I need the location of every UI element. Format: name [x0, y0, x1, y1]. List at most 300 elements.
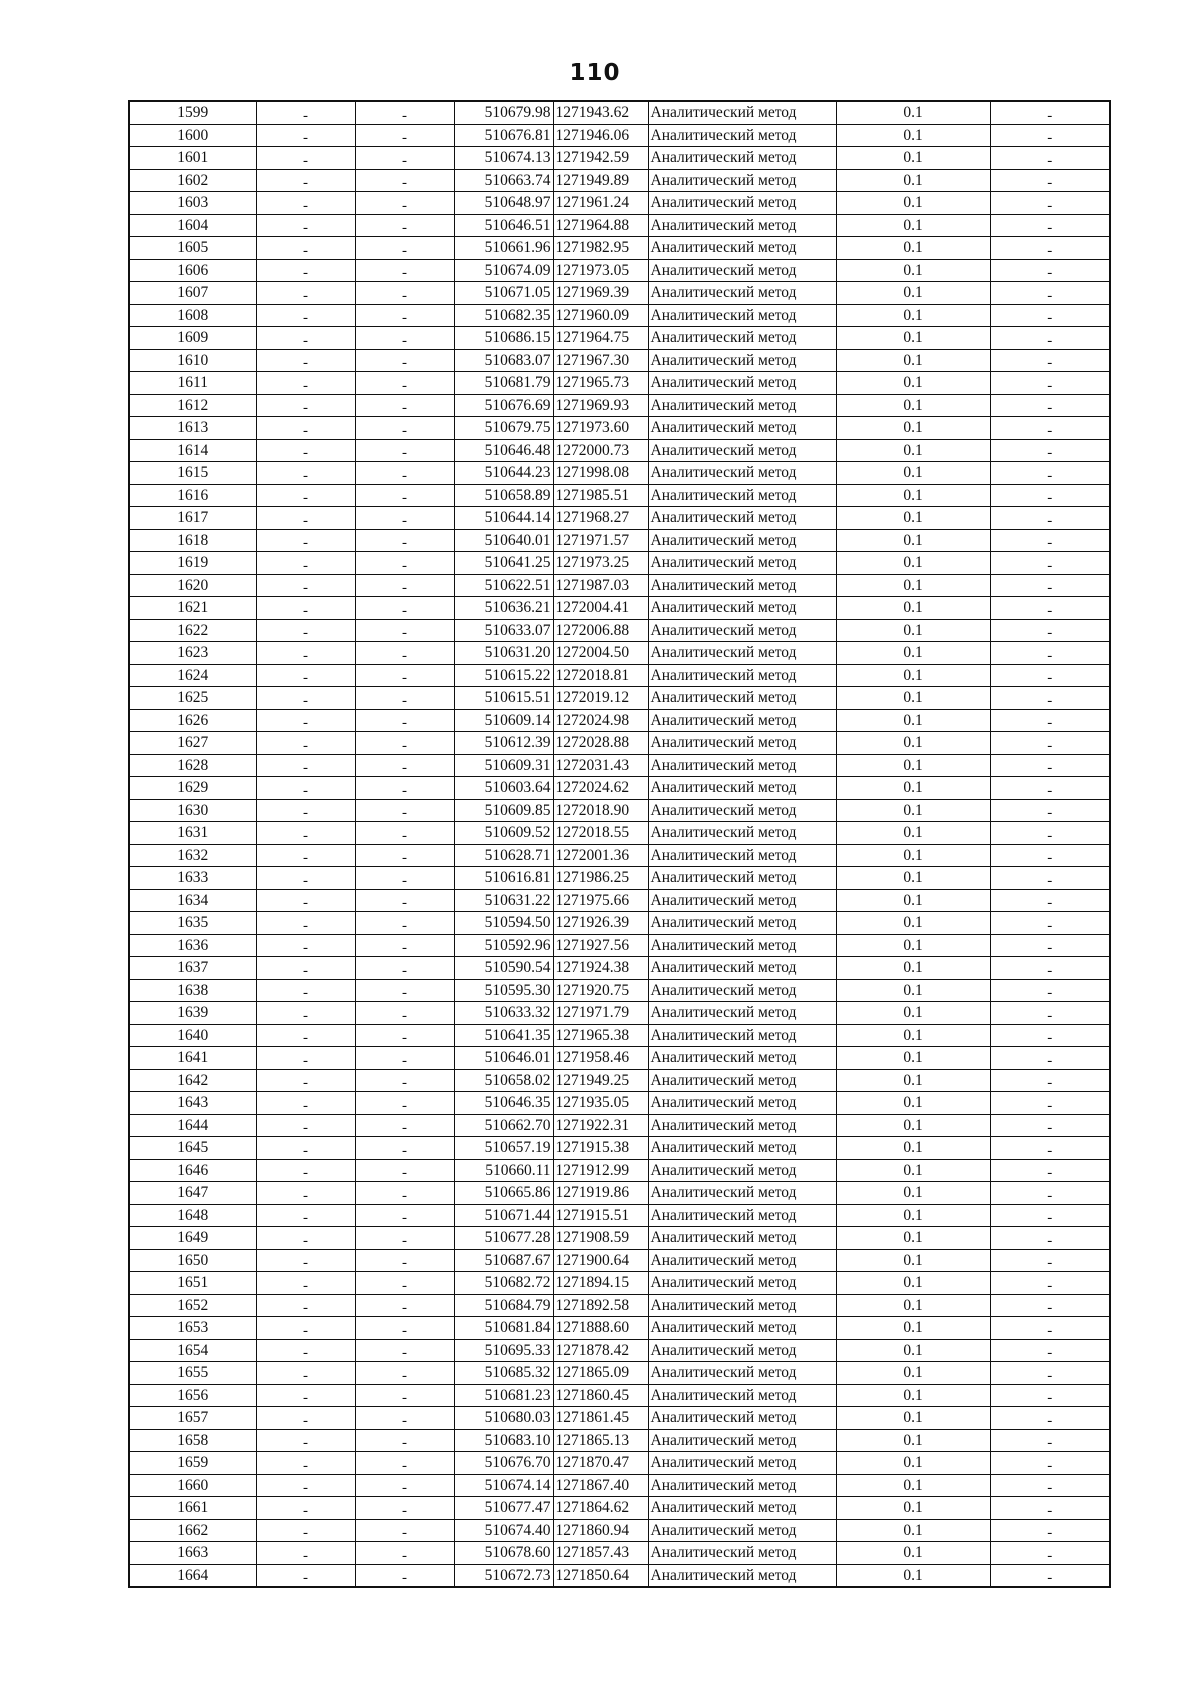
- empty-dash-cell: [256, 1249, 355, 1272]
- dash-mark: -: [303, 692, 308, 709]
- dash-mark: -: [303, 400, 308, 417]
- empty-dash-cell: [990, 934, 1110, 957]
- empty-dash-cell: [990, 754, 1110, 777]
- method-cell: Аналитический метод: [648, 1272, 836, 1295]
- method-cell: Аналитический метод: [648, 1317, 836, 1340]
- point-number-cell: 1611: [129, 372, 256, 395]
- empty-dash-cell: [256, 1429, 355, 1452]
- method-cell: Аналитический метод: [648, 1339, 836, 1362]
- point-number-cell: 1640: [129, 1024, 256, 1047]
- empty-dash-cell: [256, 777, 355, 800]
- method-cell: Аналитический метод: [648, 214, 836, 237]
- empty-dash-cell: [990, 192, 1110, 215]
- dash-mark: -: [303, 872, 308, 889]
- empty-dash-cell: [990, 687, 1110, 710]
- y-coordinate-cell: 1271975.66: [553, 889, 648, 912]
- dash-mark: -: [303, 467, 308, 484]
- method-cell: Аналитический метод: [648, 1002, 836, 1025]
- empty-dash-cell: [990, 1452, 1110, 1475]
- empty-dash-cell: [355, 169, 454, 192]
- empty-dash-cell: [990, 1542, 1110, 1565]
- empty-dash-cell: [355, 124, 454, 147]
- point-number-cell: 1648: [129, 1204, 256, 1227]
- dash-mark: -: [303, 445, 308, 462]
- x-coordinate-cell: 510681.23: [454, 1384, 553, 1407]
- x-coordinate-cell: 510658.89: [454, 484, 553, 507]
- y-coordinate-cell: 1271864.62: [553, 1497, 648, 1520]
- dash-mark: -: [1047, 535, 1053, 552]
- empty-dash-cell: [256, 101, 355, 124]
- point-number-cell: 1605: [129, 237, 256, 260]
- method-cell: Аналитический метод: [648, 1137, 836, 1160]
- table-row: [129, 1182, 1110, 1205]
- x-coordinate-cell: 510633.32: [454, 1002, 553, 1025]
- accuracy-cell: 0.1: [836, 484, 990, 507]
- dash-mark: -: [303, 1007, 308, 1024]
- accuracy-cell: 0.1: [836, 957, 990, 980]
- table-row: [129, 507, 1110, 530]
- point-number-cell: 1655: [129, 1362, 256, 1385]
- empty-dash-cell: [355, 754, 454, 777]
- empty-dash-cell: [256, 439, 355, 462]
- empty-dash-cell: [355, 934, 454, 957]
- empty-dash-cell: [355, 1092, 454, 1115]
- table-row: [129, 552, 1110, 575]
- empty-dash-cell: [990, 1114, 1110, 1137]
- accuracy-cell: 0.1: [836, 1159, 990, 1182]
- y-coordinate-cell: 1272031.43: [553, 754, 648, 777]
- empty-dash-cell: [990, 147, 1110, 170]
- empty-dash-cell: [355, 619, 454, 642]
- accuracy-cell: 0.1: [836, 574, 990, 597]
- method-cell: Аналитический метод: [648, 484, 836, 507]
- dash-mark: -: [303, 1390, 308, 1407]
- empty-dash-cell: [355, 462, 454, 485]
- x-coordinate-cell: 510671.05: [454, 282, 553, 305]
- y-coordinate-cell: 1271998.08: [553, 462, 648, 485]
- dash-mark: -: [1047, 557, 1053, 574]
- point-number-cell: 1617: [129, 507, 256, 530]
- point-number-cell: 1606: [129, 259, 256, 282]
- dash-mark: -: [402, 1052, 407, 1069]
- empty-dash-cell: [990, 957, 1110, 980]
- accuracy-cell: 0.1: [836, 1384, 990, 1407]
- dash-mark: -: [1047, 827, 1053, 844]
- dash-mark: -: [1047, 220, 1053, 237]
- empty-dash-cell: [256, 529, 355, 552]
- dash-mark: -: [1047, 1300, 1053, 1317]
- accuracy-cell: 0.1: [836, 732, 990, 755]
- method-cell: Аналитический метод: [648, 979, 836, 1002]
- x-coordinate-cell: 510679.75: [454, 417, 553, 440]
- method-cell: Аналитический метод: [648, 147, 836, 170]
- y-coordinate-cell: 1271870.47: [553, 1452, 648, 1475]
- empty-dash-cell: [355, 1069, 454, 1092]
- empty-dash-cell: [355, 1542, 454, 1565]
- y-coordinate-cell: 1271949.89: [553, 169, 648, 192]
- accuracy-cell: 0.1: [836, 1069, 990, 1092]
- table-row: [129, 777, 1110, 800]
- accuracy-cell: 0.1: [836, 754, 990, 777]
- dash-mark: -: [402, 1390, 407, 1407]
- y-coordinate-cell: 1271865.13: [553, 1429, 648, 1452]
- point-number-cell: 1646: [129, 1159, 256, 1182]
- y-coordinate-cell: 1272004.50: [553, 642, 648, 665]
- method-cell: Аналитический метод: [648, 934, 836, 957]
- point-number-cell: 1619: [129, 552, 256, 575]
- point-number-cell: 1653: [129, 1317, 256, 1340]
- accuracy-cell: 0.1: [836, 394, 990, 417]
- empty-dash-cell: [256, 619, 355, 642]
- empty-dash-cell: [990, 1294, 1110, 1317]
- x-coordinate-cell: 510674.13: [454, 147, 553, 170]
- x-coordinate-cell: 510683.07: [454, 349, 553, 372]
- point-number-cell: 1623: [129, 642, 256, 665]
- empty-dash-cell: [256, 799, 355, 822]
- dash-mark: -: [402, 1142, 407, 1159]
- dash-mark: -: [303, 715, 308, 732]
- dash-mark: -: [402, 400, 407, 417]
- empty-dash-cell: [355, 147, 454, 170]
- empty-dash-cell: [256, 169, 355, 192]
- dash-mark: -: [1047, 962, 1053, 979]
- dash-mark: -: [402, 422, 407, 439]
- empty-dash-cell: [256, 417, 355, 440]
- empty-dash-cell: [256, 642, 355, 665]
- empty-dash-cell: [990, 1497, 1110, 1520]
- dash-mark: -: [402, 1187, 407, 1204]
- point-number-cell: 1656: [129, 1384, 256, 1407]
- method-cell: Аналитический метод: [648, 754, 836, 777]
- table-row: [129, 169, 1110, 192]
- empty-dash-cell: [256, 867, 355, 890]
- table-row: [129, 1564, 1110, 1587]
- empty-dash-cell: [355, 597, 454, 620]
- empty-dash-cell: [355, 1159, 454, 1182]
- point-number-cell: 1614: [129, 439, 256, 462]
- x-coordinate-cell: 510684.79: [454, 1294, 553, 1317]
- x-coordinate-cell: 510603.64: [454, 777, 553, 800]
- point-number-cell: 1650: [129, 1249, 256, 1272]
- empty-dash-cell: [355, 709, 454, 732]
- method-cell: Аналитический метод: [648, 732, 836, 755]
- point-number-cell: 1630: [129, 799, 256, 822]
- empty-dash-cell: [990, 462, 1110, 485]
- accuracy-cell: 0.1: [836, 1362, 990, 1385]
- method-cell: Аналитический метод: [648, 912, 836, 935]
- empty-dash-cell: [256, 574, 355, 597]
- method-cell: Аналитический метод: [648, 597, 836, 620]
- dash-mark: -: [1047, 1457, 1053, 1474]
- dash-mark: -: [402, 625, 407, 642]
- empty-dash-cell: [355, 1429, 454, 1452]
- table-row: [129, 327, 1110, 350]
- empty-dash-cell: [990, 1362, 1110, 1385]
- dash-mark: -: [303, 1502, 308, 1519]
- empty-dash-cell: [256, 979, 355, 1002]
- method-cell: Аналитический метод: [648, 417, 836, 440]
- x-coordinate-cell: 510686.15: [454, 327, 553, 350]
- point-number-cell: 1657: [129, 1407, 256, 1430]
- dash-mark: -: [402, 760, 407, 777]
- empty-dash-cell: [256, 484, 355, 507]
- empty-dash-cell: [990, 1227, 1110, 1250]
- empty-dash-cell: [355, 552, 454, 575]
- point-number-cell: 1632: [129, 844, 256, 867]
- empty-dash-cell: [355, 1452, 454, 1475]
- empty-dash-cell: [256, 1069, 355, 1092]
- empty-dash-cell: [990, 484, 1110, 507]
- y-coordinate-cell: 1271915.38: [553, 1137, 648, 1160]
- accuracy-cell: 0.1: [836, 214, 990, 237]
- method-cell: Аналитический метод: [648, 1452, 836, 1475]
- page-number: 110: [569, 60, 621, 86]
- x-coordinate-cell: 510609.14: [454, 709, 553, 732]
- dash-mark: -: [402, 1165, 407, 1182]
- accuracy-cell: 0.1: [836, 1092, 990, 1115]
- table-row: [129, 1452, 1110, 1475]
- y-coordinate-cell: 1271967.30: [553, 349, 648, 372]
- y-coordinate-cell: 1271960.09: [553, 304, 648, 327]
- point-number-cell: 1660: [129, 1474, 256, 1497]
- accuracy-cell: 0.1: [836, 439, 990, 462]
- point-number-cell: 1647: [129, 1182, 256, 1205]
- dash-mark: -: [303, 1097, 308, 1114]
- dash-mark: -: [303, 1075, 308, 1092]
- accuracy-cell: 0.1: [836, 822, 990, 845]
- accuracy-cell: 0.1: [836, 1249, 990, 1272]
- dash-mark: -: [303, 737, 308, 754]
- dash-mark: -: [303, 850, 308, 867]
- empty-dash-cell: [990, 732, 1110, 755]
- table-row: [129, 372, 1110, 395]
- empty-dash-cell: [990, 799, 1110, 822]
- y-coordinate-cell: 1271908.59: [553, 1227, 648, 1250]
- table-row: [129, 1249, 1110, 1272]
- x-coordinate-cell: 510682.72: [454, 1272, 553, 1295]
- point-number-cell: 1644: [129, 1114, 256, 1137]
- dash-mark: -: [303, 130, 308, 147]
- empty-dash-cell: [355, 1474, 454, 1497]
- y-coordinate-cell: 1271958.46: [553, 1047, 648, 1070]
- dash-mark: -: [402, 1210, 407, 1227]
- dash-mark: -: [1047, 175, 1053, 192]
- dash-mark: -: [1047, 422, 1053, 439]
- table-row: [129, 664, 1110, 687]
- y-coordinate-cell: 1271985.51: [553, 484, 648, 507]
- empty-dash-cell: [256, 844, 355, 867]
- y-coordinate-cell: 1271924.38: [553, 957, 648, 980]
- method-cell: Аналитический метод: [648, 462, 836, 485]
- method-cell: Аналитический метод: [648, 844, 836, 867]
- dash-mark: -: [1047, 1502, 1053, 1519]
- empty-dash-cell: [355, 979, 454, 1002]
- table-row: [129, 1317, 1110, 1340]
- y-coordinate-cell: 1271973.05: [553, 259, 648, 282]
- empty-dash-cell: [256, 1384, 355, 1407]
- point-number-cell: 1599: [129, 101, 256, 124]
- method-cell: Аналитический метод: [648, 1204, 836, 1227]
- table-row: [129, 124, 1110, 147]
- table-row: [129, 1407, 1110, 1430]
- dash-mark: -: [303, 1210, 308, 1227]
- empty-dash-cell: [990, 169, 1110, 192]
- accuracy-cell: 0.1: [836, 844, 990, 867]
- accuracy-cell: 0.1: [836, 101, 990, 124]
- dash-mark: -: [1047, 1322, 1053, 1339]
- empty-dash-cell: [355, 1294, 454, 1317]
- table-row: [129, 1519, 1110, 1542]
- table-row: [129, 957, 1110, 980]
- dash-mark: -: [303, 1232, 308, 1249]
- method-cell: Аналитический метод: [648, 349, 836, 372]
- method-cell: Аналитический метод: [648, 799, 836, 822]
- y-coordinate-cell: 1271892.58: [553, 1294, 648, 1317]
- method-cell: Аналитический метод: [648, 1474, 836, 1497]
- table-row: [129, 484, 1110, 507]
- empty-dash-cell: [256, 934, 355, 957]
- table-row: [129, 1002, 1110, 1025]
- table-row: [129, 1227, 1110, 1250]
- x-coordinate-cell: 510612.39: [454, 732, 553, 755]
- dash-mark: -: [303, 152, 308, 169]
- point-number-cell: 1631: [129, 822, 256, 845]
- empty-dash-cell: [355, 1384, 454, 1407]
- table-row: [129, 1024, 1110, 1047]
- empty-dash-cell: [256, 304, 355, 327]
- dash-mark: -: [1047, 1075, 1053, 1092]
- x-coordinate-cell: 510644.23: [454, 462, 553, 485]
- dash-mark: -: [1047, 107, 1053, 124]
- y-coordinate-cell: 1271857.43: [553, 1542, 648, 1565]
- method-cell: Аналитический метод: [648, 957, 836, 980]
- dash-mark: -: [1047, 872, 1053, 889]
- dash-mark: -: [303, 1345, 308, 1362]
- method-cell: Аналитический метод: [648, 507, 836, 530]
- empty-dash-cell: [256, 237, 355, 260]
- table-row: [129, 687, 1110, 710]
- accuracy-cell: 0.1: [836, 1429, 990, 1452]
- x-coordinate-cell: 510646.48: [454, 439, 553, 462]
- empty-dash-cell: [256, 732, 355, 755]
- x-coordinate-cell: 510616.81: [454, 867, 553, 890]
- point-number-cell: 1637: [129, 957, 256, 980]
- dash-mark: -: [303, 490, 308, 507]
- table-row: [129, 1362, 1110, 1385]
- accuracy-cell: 0.1: [836, 1047, 990, 1070]
- dash-mark: -: [1047, 580, 1053, 597]
- dash-mark: -: [303, 760, 308, 777]
- point-number-cell: 1616: [129, 484, 256, 507]
- dash-mark: -: [303, 670, 308, 687]
- dash-mark: -: [402, 1255, 407, 1272]
- x-coordinate-cell: 510615.51: [454, 687, 553, 710]
- dash-mark: -: [1047, 715, 1053, 732]
- empty-dash-cell: [990, 1474, 1110, 1497]
- dash-mark: -: [402, 1277, 407, 1294]
- dash-mark: -: [1047, 1052, 1053, 1069]
- dash-mark: -: [303, 1030, 308, 1047]
- x-coordinate-cell: 510681.84: [454, 1317, 553, 1340]
- dash-mark: -: [1047, 1390, 1053, 1407]
- empty-dash-cell: [990, 1272, 1110, 1295]
- empty-dash-cell: [256, 1092, 355, 1115]
- empty-dash-cell: [256, 1339, 355, 1362]
- empty-dash-cell: [355, 417, 454, 440]
- table-row: [129, 101, 1110, 124]
- empty-dash-cell: [256, 349, 355, 372]
- dash-mark: -: [402, 895, 407, 912]
- dash-mark: -: [402, 670, 407, 687]
- point-number-cell: 1600: [129, 124, 256, 147]
- table-row: [129, 1294, 1110, 1317]
- table-row: [129, 349, 1110, 372]
- method-cell: Аналитический метод: [648, 1407, 836, 1430]
- empty-dash-cell: [355, 192, 454, 215]
- x-coordinate-cell: 510648.97: [454, 192, 553, 215]
- y-coordinate-cell: 1271949.25: [553, 1069, 648, 1092]
- empty-dash-cell: [256, 1519, 355, 1542]
- empty-dash-cell: [355, 237, 454, 260]
- table-row: [129, 529, 1110, 552]
- dash-mark: -: [402, 1007, 407, 1024]
- x-coordinate-cell: 510660.11: [454, 1159, 553, 1182]
- empty-dash-cell: [355, 101, 454, 124]
- point-number-cell: 1627: [129, 732, 256, 755]
- empty-dash-cell: [256, 1114, 355, 1137]
- x-coordinate-cell: 510676.81: [454, 124, 553, 147]
- x-coordinate-cell: 510676.69: [454, 394, 553, 417]
- point-number-cell: 1618: [129, 529, 256, 552]
- dash-mark: -: [303, 310, 308, 327]
- dash-mark: -: [1047, 1435, 1053, 1452]
- x-coordinate-cell: 510683.10: [454, 1429, 553, 1452]
- accuracy-cell: 0.1: [836, 687, 990, 710]
- dash-mark: -: [402, 1097, 407, 1114]
- y-coordinate-cell: 1271986.25: [553, 867, 648, 890]
- point-number-cell: 1643: [129, 1092, 256, 1115]
- accuracy-cell: 0.1: [836, 1114, 990, 1137]
- y-coordinate-cell: 1272018.55: [553, 822, 648, 845]
- x-coordinate-cell: 510594.50: [454, 912, 553, 935]
- x-coordinate-cell: 510640.01: [454, 529, 553, 552]
- dash-mark: -: [402, 692, 407, 709]
- x-coordinate-cell: 510636.21: [454, 597, 553, 620]
- dash-mark: -: [402, 1030, 407, 1047]
- empty-dash-cell: [256, 687, 355, 710]
- empty-dash-cell: [990, 1429, 1110, 1452]
- dash-mark: -: [1047, 152, 1053, 169]
- empty-dash-cell: [355, 732, 454, 755]
- x-coordinate-cell: 510646.51: [454, 214, 553, 237]
- dash-mark: -: [1047, 1277, 1053, 1294]
- dash-mark: -: [303, 535, 308, 552]
- dash-mark: -: [1047, 1007, 1053, 1024]
- dash-mark: -: [1047, 1097, 1053, 1114]
- empty-dash-cell: [355, 282, 454, 305]
- accuracy-cell: 0.1: [836, 259, 990, 282]
- dash-mark: -: [303, 895, 308, 912]
- dash-mark: -: [303, 1277, 308, 1294]
- accuracy-cell: 0.1: [836, 507, 990, 530]
- empty-dash-cell: [355, 574, 454, 597]
- method-cell: Аналитический метод: [648, 867, 836, 890]
- point-number-cell: 1604: [129, 214, 256, 237]
- point-number-cell: 1609: [129, 327, 256, 350]
- dash-mark: -: [1047, 760, 1053, 777]
- method-cell: Аналитический метод: [648, 169, 836, 192]
- y-coordinate-cell: 1271867.40: [553, 1474, 648, 1497]
